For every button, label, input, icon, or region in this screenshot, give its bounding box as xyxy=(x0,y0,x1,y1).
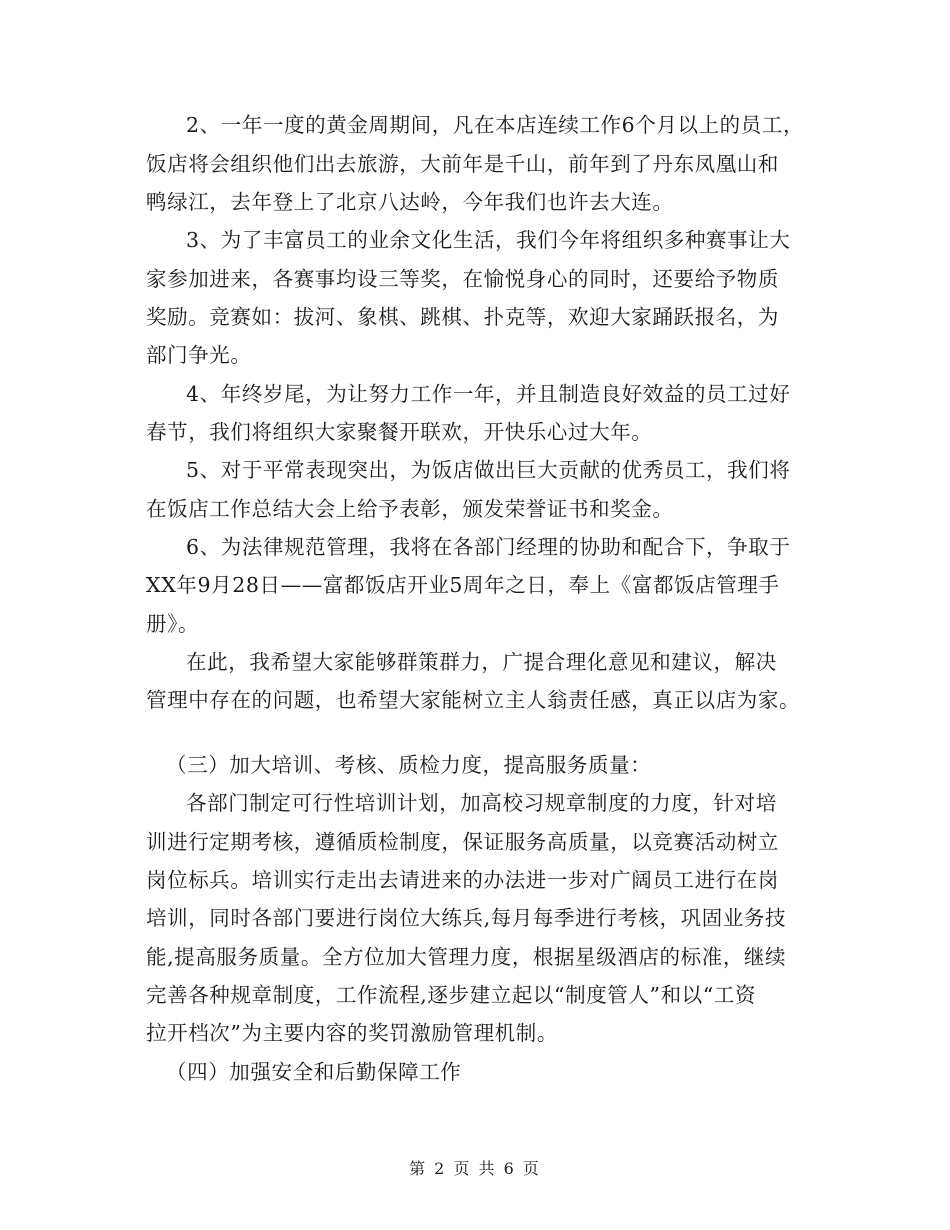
page-number: 第 2 页 共 6 页 xyxy=(409,1159,541,1178)
paragraph-line: 鸭绿江，去年登上了北京八达岭，今年我们也许去大连。 xyxy=(146,190,674,214)
paragraph-line: 5、对于平常表现突出，为饭店做出巨大贡献的优秀员工，我们将 xyxy=(186,458,791,482)
paragraph-line: 4、年终岁尾，为让努力工作一年，并且制造良好效益的员工过好 xyxy=(186,382,791,406)
paragraph-line: 部门争光。 xyxy=(146,343,252,367)
paragraph-line: 在此，我希望大家能够群策群力，广提合理化意见和建议，解决 xyxy=(186,650,777,674)
paragraph-line: 奖励。竞赛如：拔河、象棋、跳棋、扑克等，欢迎大家踊跃报名，为 xyxy=(146,305,779,329)
paragraph-line: XX年9月28日——富都饭店开业5周年之日，奉上《富都饭店管理手 xyxy=(146,573,780,597)
paragraph-line: 岗位标兵。培训实行走出去请进来的办法进一步对广阔员工进行在岗 xyxy=(146,868,779,892)
paragraph-line: 饭店将会组织他们出去旅游，大前年是千山，前年到了丹东凤凰山和 xyxy=(146,152,779,176)
paragraph-line: 拉开档次”为主要内容的奖罚激励管理机制。 xyxy=(146,1021,558,1045)
section-heading: （三）加大培训、考核、质检力度，提高服务质量： xyxy=(166,753,652,777)
paragraph-line: 册》。 xyxy=(146,612,200,636)
paragraph-line: 家参加进来，各赛事均设三等奖，在愉悦身心的同时，还要给予物质 xyxy=(146,267,779,291)
paragraph-line: 春节，我们将组织大家聚餐开联欢，开快乐心过大年。 xyxy=(146,420,653,444)
paragraph-line: 在饭店工作总结大会上给予表彰，颁发荣誉证书和奖金。 xyxy=(146,497,674,521)
section-heading: （四）加强安全和后勤保障工作 xyxy=(166,1060,462,1084)
paragraph-line: 能,提高服务质量。全方位加大管理力度，根据星级酒店的标准，继续 xyxy=(146,945,787,969)
paragraph-line: 2、一年一度的黄金周期间，凡在本店连续工作6个月以上的员工， xyxy=(186,113,805,137)
paragraph-line: 训进行定期考核，遵循质检制度，保证服务高质量，以竞赛活动树立 xyxy=(146,830,779,854)
paragraph-line: 各部门制定可行性培训计划，加高校习规章制度的力度，针对培 xyxy=(186,791,777,815)
paragraph-line: 6、为法律规范管理，我将在各部门经理的协助和配合下，争取于 xyxy=(186,535,791,559)
paragraph-line: 完善各种规章制度，工作流程,逐步建立起以“制度管人”和以“工资 xyxy=(146,983,757,1007)
paragraph-line: 培训，同时各部门要进行岗位大练兵,每月每季进行考核，巩固业务技 xyxy=(146,906,787,930)
paragraph-line: 管理中存在的问题，也希望大家能树立主人翁责任感，真正以店为家。 xyxy=(146,688,801,712)
paragraph-line: 3、为了丰富员工的业余文化生活，我们今年将组织多种赛事让大 xyxy=(186,228,791,252)
